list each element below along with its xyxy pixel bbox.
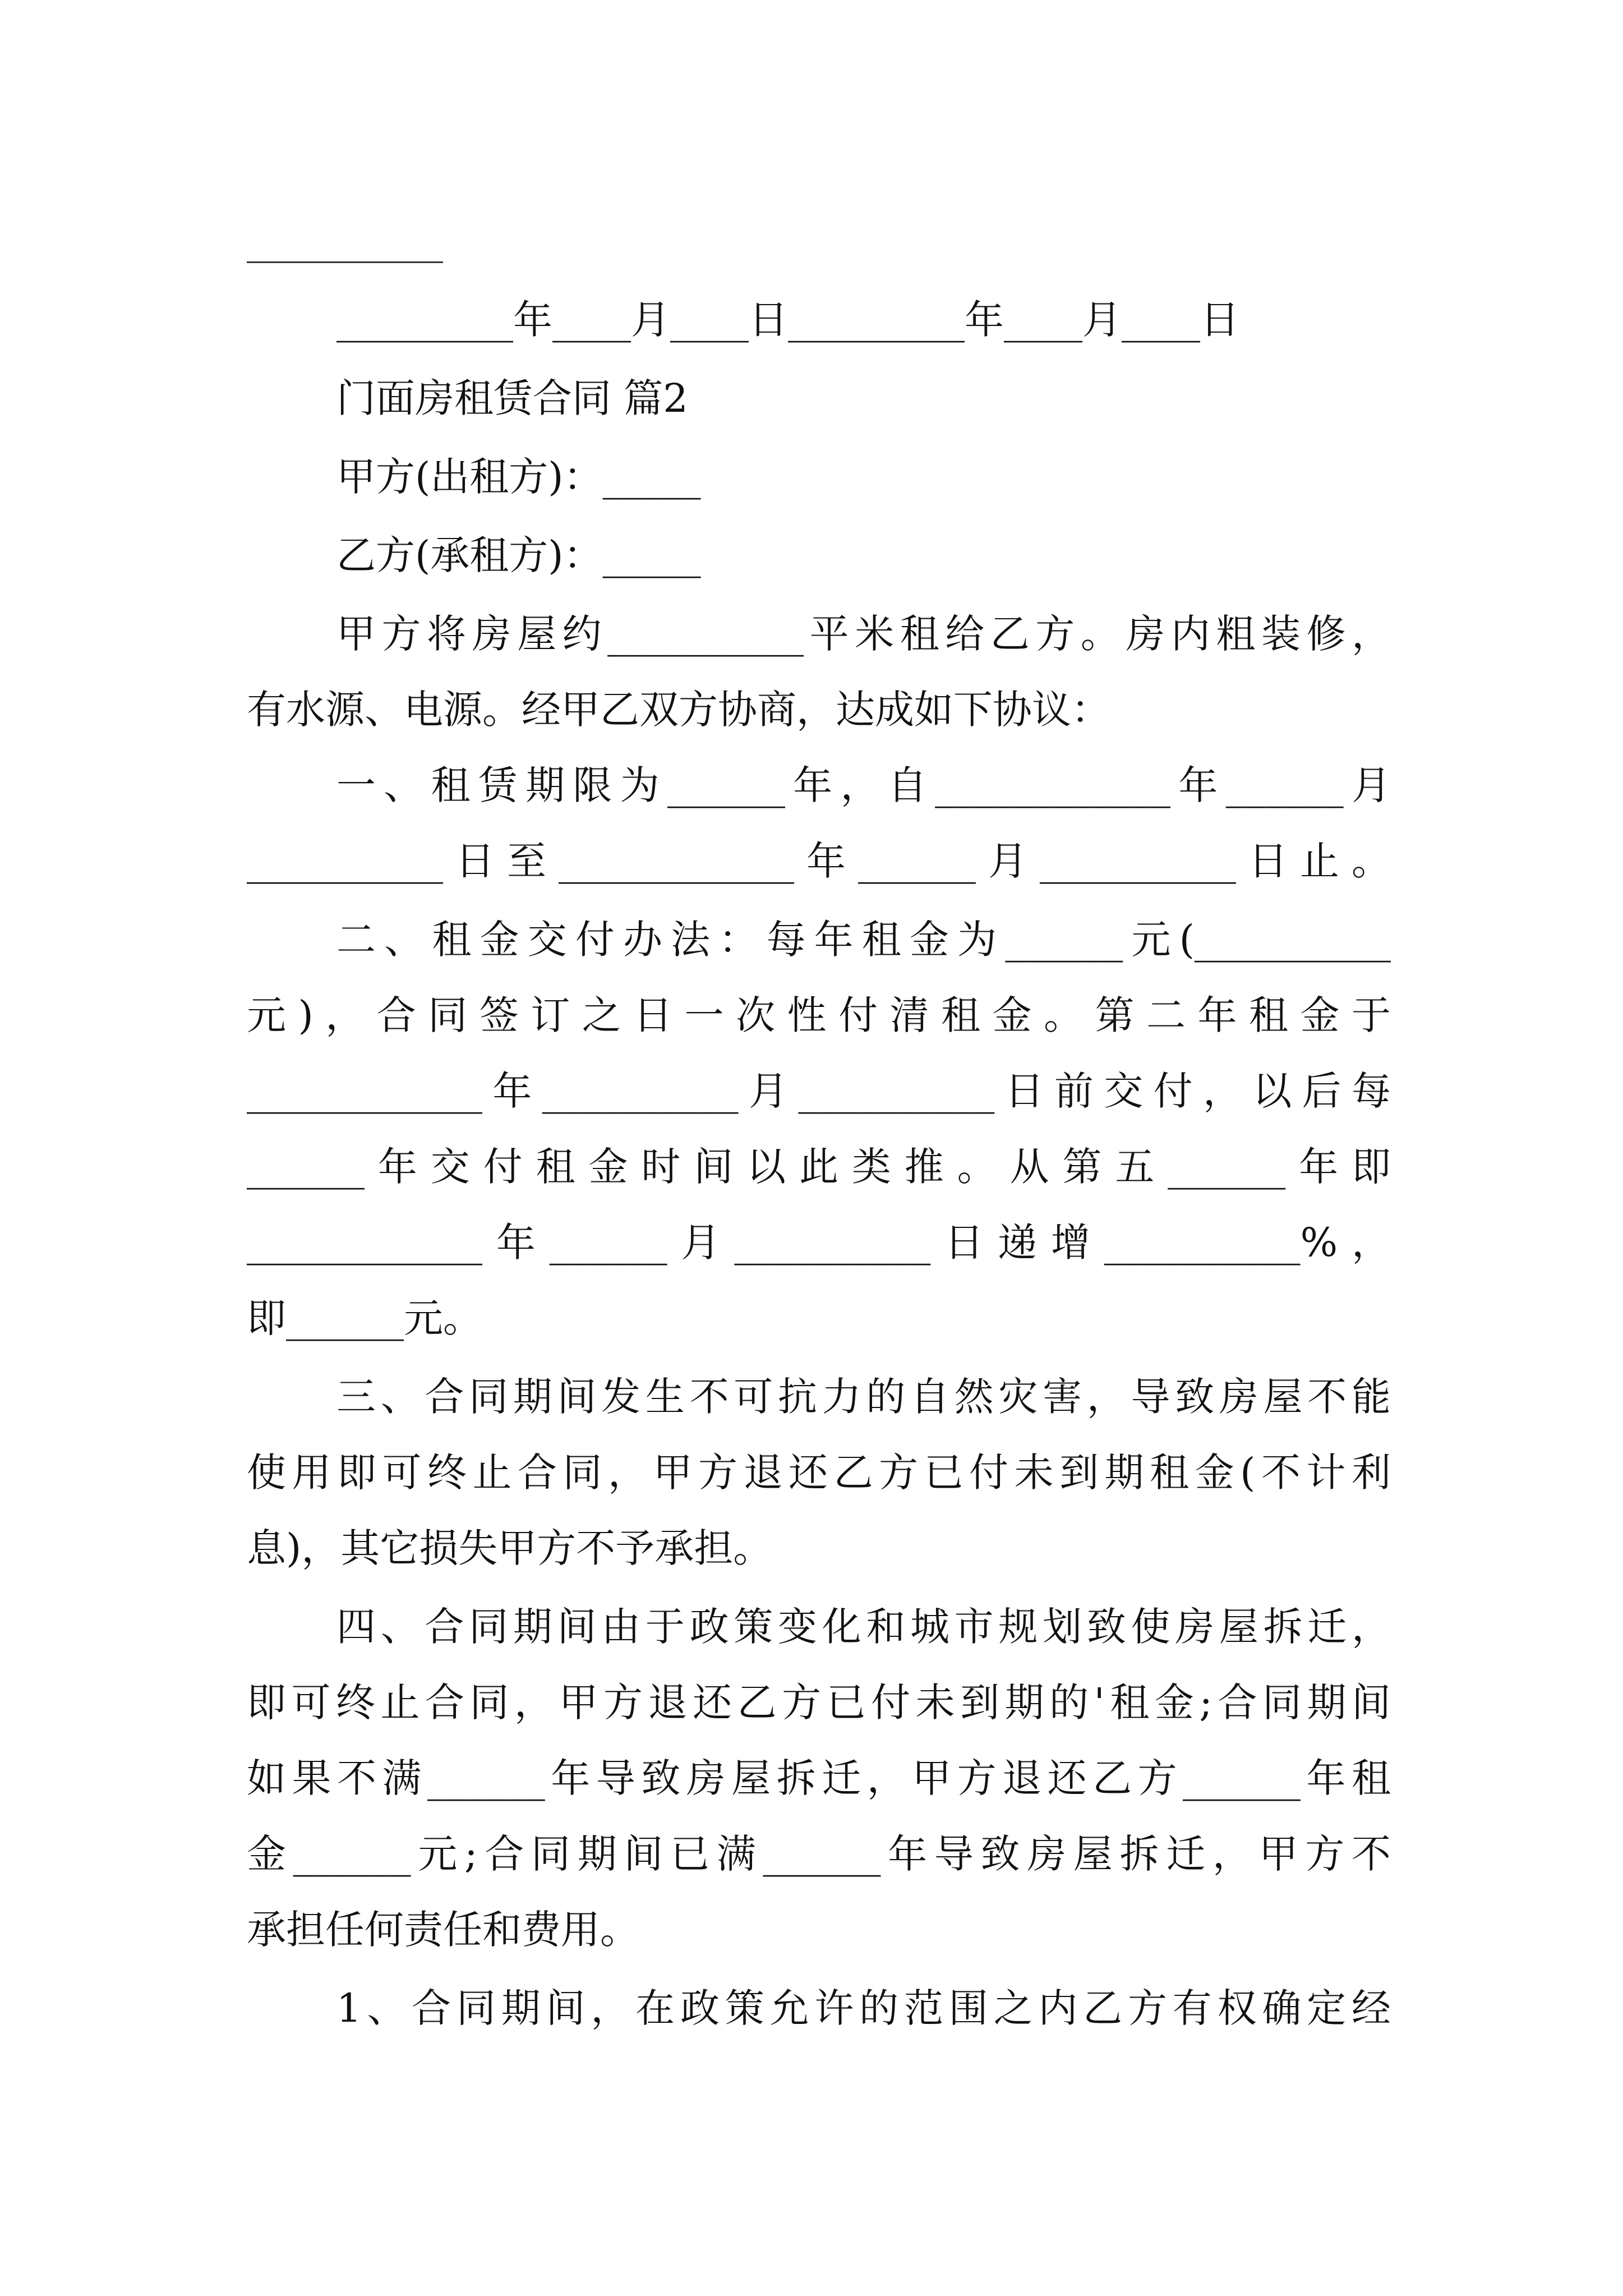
clause-1-line: __________日至____________年______月__________日止。 xyxy=(247,838,1391,884)
paragraph-line: 甲方将房屋约__________平米租给乙方。房内粗装修， xyxy=(336,611,1391,657)
clause-3-line: 息)，其它损失甲方不予承担。 xyxy=(247,1525,773,1571)
clause-4-line: 即可终止合同，甲方退还乙方已付未到期的'租金;合同期间 xyxy=(247,1680,1391,1726)
party-b-line: 乙方(承租方)：_____ xyxy=(336,532,701,578)
clause-2-line: ______年交付租金时间以此类推。从第五______年即 xyxy=(247,1144,1391,1190)
clause-3-line: 使用即可终止合同，甲方退还乙方已付未到期租金(不计利 xyxy=(247,1450,1391,1496)
signature-rule xyxy=(247,261,443,263)
clause-3-line: 三、合同期间发生不可抗力的自然灾害，导致房屋不能 xyxy=(336,1374,1391,1420)
party-a-line: 甲方(出租方)：_____ xyxy=(336,454,701,500)
clause-2-line: 元)，合同签订之日一次性付清租金。第二年租金于 xyxy=(247,992,1391,1038)
clause-2-line: ____________年__________月__________日前交付，以后每 xyxy=(247,1068,1391,1114)
section-title: 门面房租赁合同 篇2 xyxy=(336,375,688,421)
clause-2-line: 即______元。 xyxy=(247,1295,482,1341)
sub-clause-1-line: 1、合同期间，在政策允许的范围之内乙方有权确定经 xyxy=(336,1985,1391,2031)
clause-4-line: 承担任何责任和费用。 xyxy=(247,1907,639,1953)
clause-1-line: 一、租赁期限为______年，自____________年______月 xyxy=(336,762,1391,808)
clause-2-line: ____________年______月__________日递增__________%， xyxy=(247,1220,1391,1266)
clause-4-line: 如果不满______年导致房屋拆迁，甲方退还乙方______年租 xyxy=(247,1755,1391,1801)
clause-4-line: 四、合同期间由于政策变化和城市规划致使房屋拆迁， xyxy=(336,1604,1391,1650)
clause-4-line: 金______元;合同期间已满______年导致房屋拆迁，甲方不 xyxy=(247,1831,1391,1877)
paragraph-line: 有水源、电源。经甲乙双方协商，达成如下协议： xyxy=(247,687,1110,733)
clause-2-line: 二、租金交付办法：每年租金为______元(__________ xyxy=(336,917,1391,963)
date-line: _________年____月____日_________年____月____日 xyxy=(336,297,1239,343)
